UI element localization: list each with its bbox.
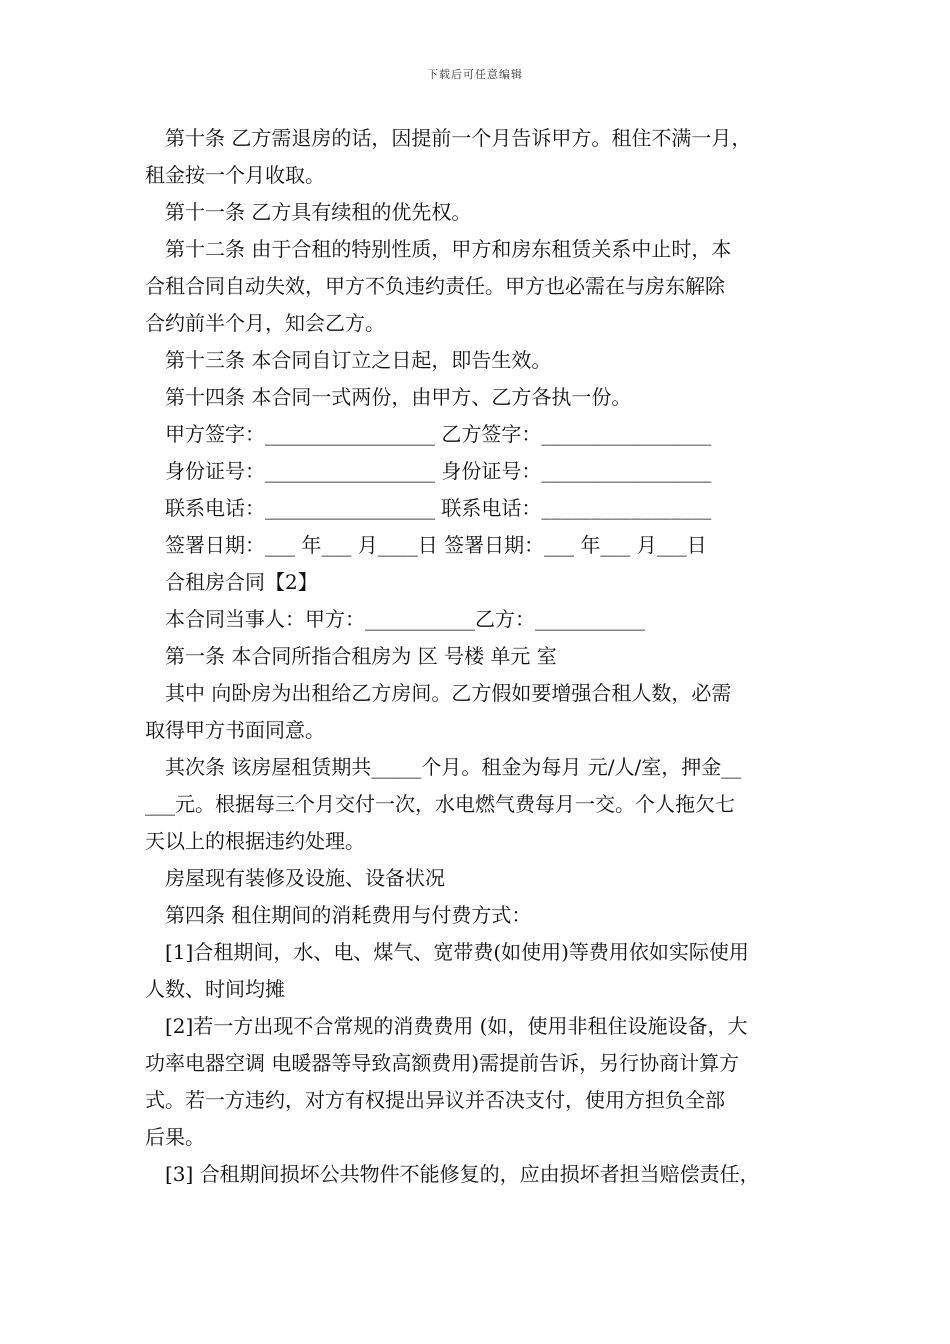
text-line: 合租合同自动失效，甲方不负违约责任。甲方也必需在与房东解除 bbox=[145, 274, 725, 298]
text-line: 第四条 租住期间的消耗费用与付费方式： bbox=[165, 903, 532, 927]
text-line: 第十条 乙方需退房的话，因提前一个月告诉甲方。租住不满一月， bbox=[165, 126, 752, 150]
parties-line: 本合同当事人：甲方：___________乙方：___________ bbox=[165, 607, 645, 631]
text-line: 合约前半个月，知会乙方。 bbox=[145, 311, 385, 335]
text-line: 房屋现有装修及设施、设备状况 bbox=[165, 866, 445, 890]
text-line: ___元。根据每三个月交付一次，水电燃气费每月一交。个人拖欠七 bbox=[145, 792, 735, 816]
text-line: 租金按一个月收取。 bbox=[145, 163, 325, 187]
text-line: 第十一条 乙方具有续租的优先权。 bbox=[165, 200, 472, 224]
text-line: 式。若一方违约，对方有权提出异议并否决支付，使用方担负全部 bbox=[145, 1088, 725, 1112]
text-line: 其中 向卧房为出租给乙方房间。乙方假如要增强合租人数，必需 bbox=[165, 681, 732, 705]
text-line: 取得甲方书面同意。 bbox=[145, 718, 325, 742]
text-line: [1]合租期间，水、电、煤气、宽带费(如使用)等费用依如实际使用 bbox=[165, 940, 749, 964]
text-line: 第十二条 由于合租的特别性质，甲方和房东租赁关系中止时，本 bbox=[165, 237, 732, 261]
id-number-line: 身份证号：_________________ 身份证号：_________________ bbox=[165, 459, 712, 483]
text-line: 第十四条 本合同一式两份，由甲方、乙方各执一份。 bbox=[165, 385, 632, 409]
text-line: 后果。 bbox=[145, 1125, 205, 1149]
text-line: 第十三条 本合同自订立之日起，即告生效。 bbox=[165, 348, 552, 372]
text-line: [2]若一方出现不合常规的消费费用 (如，使用非租住设施设备，大 bbox=[165, 1014, 748, 1038]
text-line: [3] 合租期间损坏公共物件不能修复的，应由损坏者担当赔偿责任， bbox=[165, 1162, 760, 1186]
text-line: 其次条 该房屋租赁期共_____个月。租金为每月 元/人/室，押金__ bbox=[165, 755, 742, 779]
section-title: 合租房合同【2】 bbox=[165, 570, 318, 594]
text-line: 人数、时间均摊 bbox=[145, 977, 285, 1001]
text-line: 天以上的根据违约处理。 bbox=[145, 829, 365, 853]
document-body bbox=[145, 120, 825, 1193]
signature-line: 甲方签字：_________________ 乙方签字：_________________ bbox=[165, 422, 712, 446]
text-line: 第一条 本合同所指合租房为 区 号楼 单元 室 bbox=[165, 644, 557, 668]
phone-line: 联系电话：_________________ 联系电话：_________________ bbox=[165, 496, 712, 520]
page-header: 下载后可任意编辑 bbox=[427, 68, 523, 81]
text-line: 功率电器空调 电暖器等导致高额费用)需提前告诉，另行协商计算方 bbox=[145, 1051, 740, 1075]
sign-date-line: 签署日期：___ 年___ 月____日 签署日期：___ 年___ 月___日 bbox=[165, 533, 707, 557]
